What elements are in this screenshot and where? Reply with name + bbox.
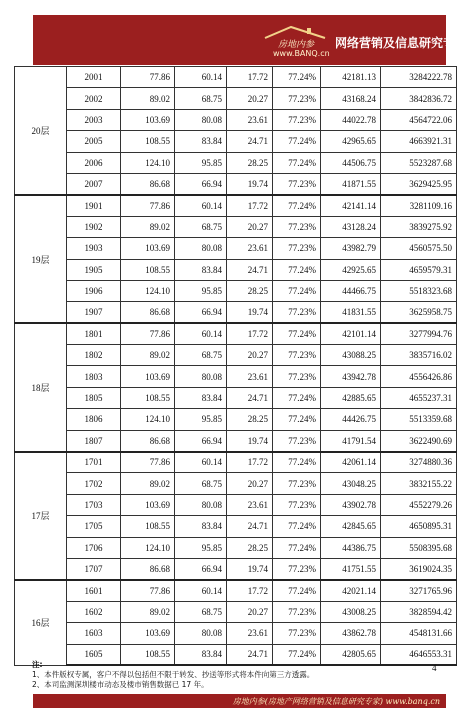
usage-rate-cell: 77.23%: [273, 430, 321, 451]
total-price-cell: 3629425.95: [381, 173, 457, 194]
table-row: [15, 131, 457, 152]
total-price-cell: 4646553.31: [381, 644, 457, 665]
usage-rate-cell: 77.24%: [273, 280, 321, 301]
area-usable-cell: 66.94: [175, 173, 227, 194]
table-row: [15, 195, 457, 216]
notes-block: [32, 660, 424, 690]
price-table: [14, 66, 457, 666]
room-number-cell: 1601: [67, 580, 121, 601]
room-number-cell: 1903: [67, 238, 121, 259]
unit-price-cell: 43008.25: [321, 601, 381, 622]
header-title: 网络营销及信息研究专家: [335, 36, 468, 50]
usage-rate-cell: 77.24%: [273, 387, 321, 408]
table-row: [15, 623, 457, 644]
unit-price-cell: 42021.14: [321, 580, 381, 601]
area-usable-cell: 60.14: [175, 323, 227, 344]
usage-rate-cell: 77.24%: [273, 67, 321, 88]
area-shared-cell: 23.61: [227, 494, 273, 515]
area-total-cell: 103.69: [121, 623, 175, 644]
unit-price-cell: 43942.78: [321, 366, 381, 387]
total-price-cell: 3625958.75: [381, 302, 457, 323]
area-usable-cell: 80.08: [175, 623, 227, 644]
table-row: [15, 88, 457, 109]
area-shared-cell: 24.71: [227, 516, 273, 537]
area-usable-cell: 95.85: [175, 152, 227, 173]
total-price-cell: 4548131.66: [381, 623, 457, 644]
area-total-cell: 108.55: [121, 131, 175, 152]
area-shared-cell: 20.27: [227, 216, 273, 237]
area-total-cell: 86.68: [121, 558, 175, 579]
area-shared-cell: 19.74: [227, 430, 273, 451]
usage-rate-cell: 77.23%: [273, 238, 321, 259]
total-price-cell: 4650895.31: [381, 516, 457, 537]
unit-price-cell: 44022.78: [321, 109, 381, 130]
usage-rate-cell: 77.23%: [273, 494, 321, 515]
area-shared-cell: 24.71: [227, 131, 273, 152]
total-price-cell: 5508395.68: [381, 537, 457, 558]
usage-rate-cell: 77.24%: [273, 580, 321, 601]
total-price-cell: 5513359.68: [381, 409, 457, 430]
area-shared-cell: 28.25: [227, 152, 273, 173]
area-shared-cell: 28.25: [227, 409, 273, 430]
usage-rate-cell: 77.24%: [273, 259, 321, 280]
floor-label: 20层: [15, 67, 67, 195]
usage-rate-cell: 77.24%: [273, 537, 321, 558]
table-row: [15, 216, 457, 237]
unit-price-cell: 42845.65: [321, 516, 381, 537]
usage-rate-cell: 77.23%: [273, 366, 321, 387]
area-usable-cell: 95.85: [175, 409, 227, 430]
area-shared-cell: 20.27: [227, 473, 273, 494]
area-total-cell: 77.86: [121, 452, 175, 473]
table-row: [15, 430, 457, 451]
room-number-cell: 1701: [67, 452, 121, 473]
total-price-cell: 3622490.69: [381, 430, 457, 451]
area-total-cell: 77.86: [121, 323, 175, 344]
total-price-cell: 3274880.36: [381, 452, 457, 473]
table-row: [15, 323, 457, 344]
area-shared-cell: 17.72: [227, 323, 273, 344]
usage-rate-cell: 77.24%: [273, 195, 321, 216]
area-total-cell: 108.55: [121, 516, 175, 537]
usage-rate-cell: 77.23%: [273, 173, 321, 194]
area-usable-cell: 68.75: [175, 88, 227, 109]
area-shared-cell: 20.27: [227, 88, 273, 109]
total-price-cell: 3281109.16: [381, 195, 457, 216]
area-shared-cell: 19.74: [227, 302, 273, 323]
area-usable-cell: 60.14: [175, 195, 227, 216]
area-total-cell: 124.10: [121, 409, 175, 430]
table-row: [15, 109, 457, 130]
area-total-cell: 89.02: [121, 88, 175, 109]
room-number-cell: 1707: [67, 558, 121, 579]
area-usable-cell: 68.75: [175, 216, 227, 237]
total-price-cell: 3828594.42: [381, 601, 457, 622]
room-number-cell: 2007: [67, 173, 121, 194]
area-total-cell: 86.68: [121, 302, 175, 323]
room-number-cell: 1602: [67, 601, 121, 622]
table-row: [15, 152, 457, 173]
unit-price-cell: 43982.79: [321, 238, 381, 259]
area-shared-cell: 24.71: [227, 644, 273, 665]
area-shared-cell: 23.61: [227, 238, 273, 259]
usage-rate-cell: 77.24%: [273, 323, 321, 344]
area-shared-cell: 28.25: [227, 280, 273, 301]
table-row: [15, 409, 457, 430]
total-price-cell: 5523287.68: [381, 152, 457, 173]
area-usable-cell: 68.75: [175, 345, 227, 366]
room-number-cell: 1905: [67, 259, 121, 280]
room-number-cell: 1803: [67, 366, 121, 387]
area-usable-cell: 83.84: [175, 387, 227, 408]
unit-price-cell: 42925.65: [321, 259, 381, 280]
table-row: [15, 345, 457, 366]
room-number-cell: 2001: [67, 67, 121, 88]
brand-url: www.BANQ.cn: [273, 49, 330, 58]
area-shared-cell: 20.27: [227, 345, 273, 366]
area-usable-cell: 80.08: [175, 238, 227, 259]
room-number-cell: 1902: [67, 216, 121, 237]
area-total-cell: 89.02: [121, 473, 175, 494]
unit-price-cell: 44466.75: [321, 280, 381, 301]
table-row: [15, 452, 457, 473]
area-total-cell: 77.86: [121, 195, 175, 216]
room-number-cell: 1706: [67, 537, 121, 558]
area-shared-cell: 24.71: [227, 387, 273, 408]
room-number-cell: 1605: [67, 644, 121, 665]
usage-rate-cell: 77.24%: [273, 131, 321, 152]
total-price-cell: 3835716.02: [381, 345, 457, 366]
area-usable-cell: 60.14: [175, 452, 227, 473]
total-price-cell: 3619024.35: [381, 558, 457, 579]
room-number-cell: 2003: [67, 109, 121, 130]
table-row: [15, 259, 457, 280]
room-number-cell: 1802: [67, 345, 121, 366]
usage-rate-cell: 77.24%: [273, 516, 321, 537]
total-price-cell: 4659579.31: [381, 259, 457, 280]
area-shared-cell: 17.72: [227, 452, 273, 473]
table-row: [15, 67, 457, 88]
usage-rate-cell: 77.24%: [273, 152, 321, 173]
usage-rate-cell: 77.23%: [273, 88, 321, 109]
unit-price-cell: 44426.75: [321, 409, 381, 430]
footer-text: 房地内参(房地产网络营销及信息研究专家) www.banq.cn: [232, 697, 440, 706]
room-number-cell: 1906: [67, 280, 121, 301]
area-total-cell: 86.68: [121, 173, 175, 194]
area-total-cell: 124.10: [121, 280, 175, 301]
area-usable-cell: 60.14: [175, 580, 227, 601]
area-total-cell: 108.55: [121, 259, 175, 280]
brand-name: 房地内参: [278, 40, 315, 50]
area-usable-cell: 95.85: [175, 280, 227, 301]
floor-label: 19层: [15, 195, 67, 323]
room-number-cell: 1702: [67, 473, 121, 494]
unit-price-cell: 41871.55: [321, 173, 381, 194]
unit-price-cell: 43902.78: [321, 494, 381, 515]
area-shared-cell: 17.72: [227, 580, 273, 601]
usage-rate-cell: 77.23%: [273, 558, 321, 579]
area-total-cell: 103.69: [121, 109, 175, 130]
room-number-cell: 1603: [67, 623, 121, 644]
area-usable-cell: 80.08: [175, 366, 227, 387]
area-shared-cell: 17.72: [227, 195, 273, 216]
area-total-cell: 108.55: [121, 644, 175, 665]
notes-heading: 注:: [32, 660, 43, 669]
area-total-cell: 108.55: [121, 387, 175, 408]
area-shared-cell: 17.72: [227, 67, 273, 88]
usage-rate-cell: 77.24%: [273, 409, 321, 430]
area-usable-cell: 66.94: [175, 302, 227, 323]
unit-price-cell: 44386.75: [321, 537, 381, 558]
usage-rate-cell: 77.23%: [273, 473, 321, 494]
unit-price-cell: 42965.65: [321, 131, 381, 152]
area-total-cell: 103.69: [121, 366, 175, 387]
price-table-body: [15, 67, 457, 666]
area-shared-cell: 23.61: [227, 109, 273, 130]
note-line-1: 1、本件版权专属，客户不得以包括但不限于转发、抄送等形式将本件向第三方透露。: [32, 670, 315, 679]
table-row: [15, 302, 457, 323]
area-total-cell: 124.10: [121, 152, 175, 173]
total-price-cell: 5518323.68: [381, 280, 457, 301]
area-total-cell: 124.10: [121, 537, 175, 558]
area-shared-cell: 24.71: [227, 259, 273, 280]
unit-price-cell: 43862.78: [321, 623, 381, 644]
table-row: [15, 473, 457, 494]
floor-label: 17层: [15, 452, 67, 580]
note-line-2: 2、本司监测深圳楼市动态及楼市销售数据已 17 年。: [32, 680, 209, 689]
unit-price-cell: 43088.25: [321, 345, 381, 366]
brand-logo: [261, 25, 331, 59]
room-number-cell: 1901: [67, 195, 121, 216]
total-price-cell: 3839275.92: [381, 216, 457, 237]
room-number-cell: 1907: [67, 302, 121, 323]
total-price-cell: 3284222.78: [381, 67, 457, 88]
total-price-cell: 3832155.22: [381, 473, 457, 494]
unit-price-cell: 41831.55: [321, 302, 381, 323]
page-footer-banner: [33, 694, 446, 708]
room-number-cell: 1805: [67, 387, 121, 408]
area-usable-cell: 66.94: [175, 558, 227, 579]
total-price-cell: 4564722.06: [381, 109, 457, 130]
unit-price-cell: 42885.65: [321, 387, 381, 408]
page-header-banner: [33, 15, 468, 65]
table-row: [15, 558, 457, 579]
total-price-cell: 3277994.76: [381, 323, 457, 344]
area-total-cell: 77.86: [121, 67, 175, 88]
usage-rate-cell: 77.23%: [273, 345, 321, 366]
room-number-cell: 2002: [67, 88, 121, 109]
unit-price-cell: 43048.25: [321, 473, 381, 494]
total-price-cell: 4556426.86: [381, 366, 457, 387]
area-usable-cell: 68.75: [175, 601, 227, 622]
unit-price-cell: 43168.24: [321, 88, 381, 109]
unit-price-cell: 42061.14: [321, 452, 381, 473]
area-total-cell: 86.68: [121, 430, 175, 451]
usage-rate-cell: 77.23%: [273, 216, 321, 237]
floor-label: 16层: [15, 580, 67, 666]
area-shared-cell: 19.74: [227, 173, 273, 194]
area-shared-cell: 23.61: [227, 623, 273, 644]
room-number-cell: 1806: [67, 409, 121, 430]
area-usable-cell: 83.84: [175, 259, 227, 280]
usage-rate-cell: 77.23%: [273, 623, 321, 644]
area-shared-cell: 19.74: [227, 558, 273, 579]
usage-rate-cell: 77.24%: [273, 452, 321, 473]
area-usable-cell: 80.08: [175, 109, 227, 130]
total-price-cell: 4552279.26: [381, 494, 457, 515]
area-total-cell: 103.69: [121, 238, 175, 259]
area-usable-cell: 95.85: [175, 537, 227, 558]
table-row: [15, 366, 457, 387]
room-number-cell: 1703: [67, 494, 121, 515]
area-usable-cell: 60.14: [175, 67, 227, 88]
room-number-cell: 2006: [67, 152, 121, 173]
table-row: [15, 516, 457, 537]
area-total-cell: 89.02: [121, 216, 175, 237]
total-price-cell: 4655237.31: [381, 387, 457, 408]
table-row: [15, 173, 457, 194]
area-total-cell: 89.02: [121, 601, 175, 622]
unit-price-cell: 44506.75: [321, 152, 381, 173]
unit-price-cell: 42141.14: [321, 195, 381, 216]
total-price-cell: 3271765.96: [381, 580, 457, 601]
area-usable-cell: 80.08: [175, 494, 227, 515]
area-total-cell: 103.69: [121, 494, 175, 515]
room-number-cell: 1807: [67, 430, 121, 451]
unit-price-cell: 43128.24: [321, 216, 381, 237]
unit-price-cell: 42101.14: [321, 323, 381, 344]
room-number-cell: 1801: [67, 323, 121, 344]
table-row: [15, 494, 457, 515]
area-total-cell: 89.02: [121, 345, 175, 366]
area-shared-cell: 20.27: [227, 601, 273, 622]
area-usable-cell: 83.84: [175, 644, 227, 665]
total-price-cell: 3842836.72: [381, 88, 457, 109]
area-usable-cell: 83.84: [175, 131, 227, 152]
unit-price-cell: 42805.65: [321, 644, 381, 665]
area-usable-cell: 68.75: [175, 473, 227, 494]
page-number: 4: [432, 663, 437, 673]
unit-price-cell: 42181.13: [321, 67, 381, 88]
area-shared-cell: 28.25: [227, 537, 273, 558]
area-shared-cell: 23.61: [227, 366, 273, 387]
table-row: [15, 601, 457, 622]
room-number-cell: 2005: [67, 131, 121, 152]
area-total-cell: 77.86: [121, 580, 175, 601]
table-row: [15, 387, 457, 408]
table-row: [15, 280, 457, 301]
room-number-cell: 1705: [67, 516, 121, 537]
total-price-cell: 4663921.31: [381, 131, 457, 152]
total-price-cell: 4560575.50: [381, 238, 457, 259]
usage-rate-cell: 77.23%: [273, 302, 321, 323]
area-usable-cell: 66.94: [175, 430, 227, 451]
table-row: [15, 537, 457, 558]
unit-price-cell: 41791.54: [321, 430, 381, 451]
usage-rate-cell: 77.24%: [273, 644, 321, 665]
floor-label: 18层: [15, 323, 67, 451]
table-row: [15, 580, 457, 601]
unit-price-cell: 41751.55: [321, 558, 381, 579]
usage-rate-cell: 77.23%: [273, 601, 321, 622]
table-row: [15, 238, 457, 259]
usage-rate-cell: 77.23%: [273, 109, 321, 130]
area-usable-cell: 83.84: [175, 516, 227, 537]
